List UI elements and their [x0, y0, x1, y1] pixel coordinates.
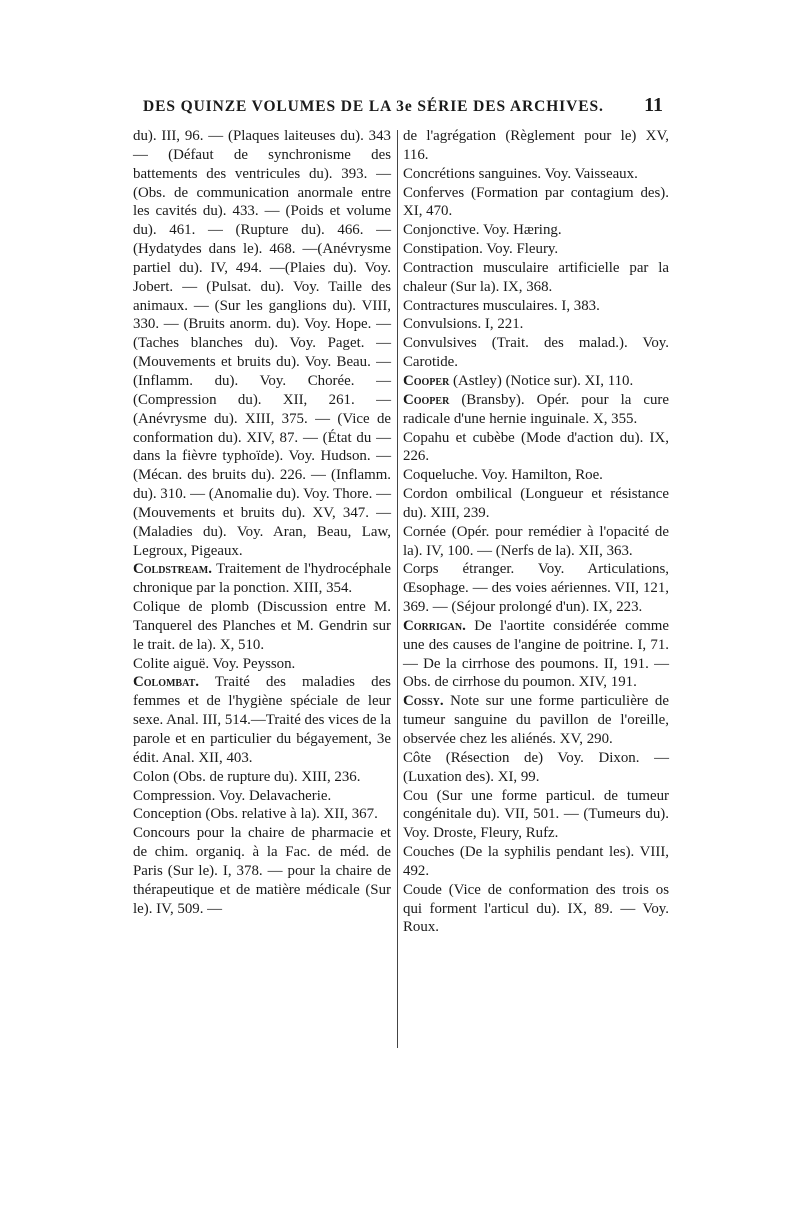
index-entry: [403, 843, 669, 881]
index-entry: [403, 334, 669, 372]
index-entry: [403, 692, 669, 749]
entry-text: Couches (De la syphilis pendant les). VIII, 492.: [403, 844, 669, 879]
entry-text: Cornée (Opér. pour remédier à l'opacité de la). IV, 100. — (Nerfs de la). XII, 363.: [403, 523, 669, 559]
running-header: [143, 94, 663, 116]
index-entry: [133, 768, 391, 787]
index-entry: [403, 165, 669, 184]
entry-author: Corrigan.: [403, 617, 466, 634]
right-column: [403, 127, 669, 937]
entry-text: Convulsions. I, 221.: [403, 316, 524, 333]
entry-text: Traitement de l'hydrocéphale chronique par la ponction. XIII, 354.: [133, 561, 391, 597]
entry-text: Corps étranger. Voy. Articulations, Œsophage. — des voies aériennes. VII, 121, 369. — (Séjour prolongé d'un). IX, 223.: [403, 561, 669, 616]
column-divider: [397, 130, 398, 1048]
entry-text: Contraction musculaire artificielle par la chaleur (Sur la). IX, 368.: [403, 259, 669, 295]
index-entry: [133, 598, 391, 655]
entry-text: Constipation. Voy. Fleury.: [403, 241, 559, 258]
index-entry: [403, 259, 669, 297]
entry-text: du). III, 96. — (Plaques laiteuses du). 343 — (Défaut de synchronisme des battements des ventricules du). 393. — (Obs. de communication anormale entre les cavités du). 433. — (Poids et volume du). 461. — (Rupture du). 466. — (Hydatydes dans le). 468. —(Anévrysme partiel du). IV, 494. —(Plaies du). Voy. Jobert. — (Pulsat. du). Voy. Taille des animaux. — (Sur les ganglions du). VIII, 330. — (Bruits anorm. du). Voy. Hope. — (Taches blanches du). Voy. Paget. — (Mouvements et bruits du). Voy. Beau. — (Inflamm. du). Voy. Chorée. — (Compression du). XII, 261. — (Anévrysme du). XIII, 375. — (Vice de conformation du). XIV, 87. — (État du — dans la fièvre typhoïde). Voy. Hudson. — (Mécan. des bruits du). 226. — (Inflamm. du). 310. — (Anomalie du). Voy. Thore. — (Mouvements et bruits du). XV, 347. — (Maladies du). Voy. Aran, Beau, Law, Legroux, Pigeaux.: [133, 128, 391, 559]
index-entry: [403, 221, 669, 240]
index-entry: [403, 184, 669, 222]
index-entry: [403, 560, 669, 617]
entry-text: Copahu et cubèbe (Mode d'action du). IX, 226.: [403, 429, 669, 465]
index-entry: [403, 372, 669, 391]
index-entry: [403, 617, 669, 692]
index-entry: [403, 240, 669, 259]
entry-text: Traité des maladies des femmes et de l'hygiène spéciale de leur sexe. Anal. III, 514.—Traité des vices de la parole et en particulier du bégayement, 3e édit. Anal. XII, 403.: [133, 674, 391, 766]
index-entry: [403, 297, 669, 316]
index-entry: [133, 560, 391, 598]
entry-text: (Astley) (Notice sur). XI, 110.: [453, 372, 634, 389]
left-column: [133, 127, 391, 918]
entry-text: Compression. Voy. Delavacherie.: [133, 787, 332, 804]
header-title: DES QUINZE VOLUMES DE LA 3e SÉRIE DES ARCHIVES.: [143, 98, 604, 115]
index-entry: [133, 673, 391, 767]
entry-text: Coqueluche. Voy. Hamilton, Roe.: [403, 467, 603, 484]
index-entry: [403, 881, 669, 938]
entry-text: De l'aortite considérée comme une des causes de l'angine de poitrine. I, 71. — De la cirrhose des poumons. II, 191. — Obs. de cirrhose du poumon. XIV, 191.: [403, 617, 669, 691]
entry-text: Colique de plomb (Discussion entre M. Tanquerel des Planches et M. Gendrin sur le trait. de la). X, 510.: [133, 599, 391, 653]
index-entry: [403, 749, 669, 787]
index-entry: [403, 315, 669, 334]
index-entry: [403, 429, 669, 467]
entry-author: Cooper: [403, 391, 450, 408]
entry-author: Cooper: [403, 372, 450, 389]
entry-text: Conferves (Formation par contagium des). XI, 470.: [403, 184, 669, 220]
entry-text: Concrétions sanguines. Voy. Vaisseaux.: [403, 165, 638, 182]
entry-text: Convulsives (Trait. des malad.). Voy. Carotide.: [403, 335, 669, 371]
entry-text: Côte (Résection de) Voy. Dixon. — (Luxation des). XI, 99.: [403, 749, 669, 785]
index-entry: [403, 485, 669, 523]
index-entry: [403, 787, 669, 844]
entry-text: Colite aiguë. Voy. Peysson.: [133, 655, 296, 672]
index-entry: [133, 824, 391, 918]
entry-text: Cordon ombilical (Longueur et résistance du). XIII, 239.: [403, 486, 669, 521]
entry-text: Conjonctive. Voy. Hæring.: [403, 222, 562, 239]
entry-text: Concours pour la chaire de pharmacie et de chim. organiq. à la Fac. de méd. de Paris (Sur le). I, 378. — pour la chaire de thérapeutique et de matière médicale (Sur le). IV, 509. —: [133, 825, 391, 917]
entry-text: Contractures musculaires. I, 383.: [403, 297, 600, 314]
entry-author: Colombat.: [133, 674, 199, 691]
index-entry: [133, 127, 391, 560]
index-entry: [133, 805, 391, 824]
index-entry: [133, 655, 391, 674]
entry-text: Colon (Obs. de rupture du). XIII, 236.: [133, 768, 361, 785]
entry-author: Cossy.: [403, 693, 444, 710]
page-number: 11: [644, 94, 663, 116]
entry-text: Cou (Sur une forme particul. de tumeur congénitale du). VII, 501. — (Tumeurs du). Voy. Droste, Fleury, Rufz.: [403, 787, 669, 842]
index-entry: [403, 523, 669, 561]
entry-text: Conception (Obs. relative à la). XII, 367.: [133, 806, 378, 823]
entry-text: de l'agrégation (Règlement pour le) XV, 116.: [403, 128, 669, 163]
entry-text: Note sur une forme particulière de tumeur sanguine du pavillon de l'oreille, observée chez les aliénés. XV, 290.: [403, 693, 669, 747]
index-entry: [403, 127, 669, 165]
index-entry: [403, 466, 669, 485]
index-entry: [133, 787, 391, 806]
index-entry: [403, 391, 669, 429]
entry-text: (Bransby). Opér. pour la cure radicale d'une hernie inguinale. X, 355.: [403, 391, 669, 427]
entry-author: Coldstream.: [133, 561, 212, 578]
entry-text: Coude (Vice de conformation des trois os qui forment l'articul du). IX, 89. — Voy. Roux.: [403, 881, 669, 936]
